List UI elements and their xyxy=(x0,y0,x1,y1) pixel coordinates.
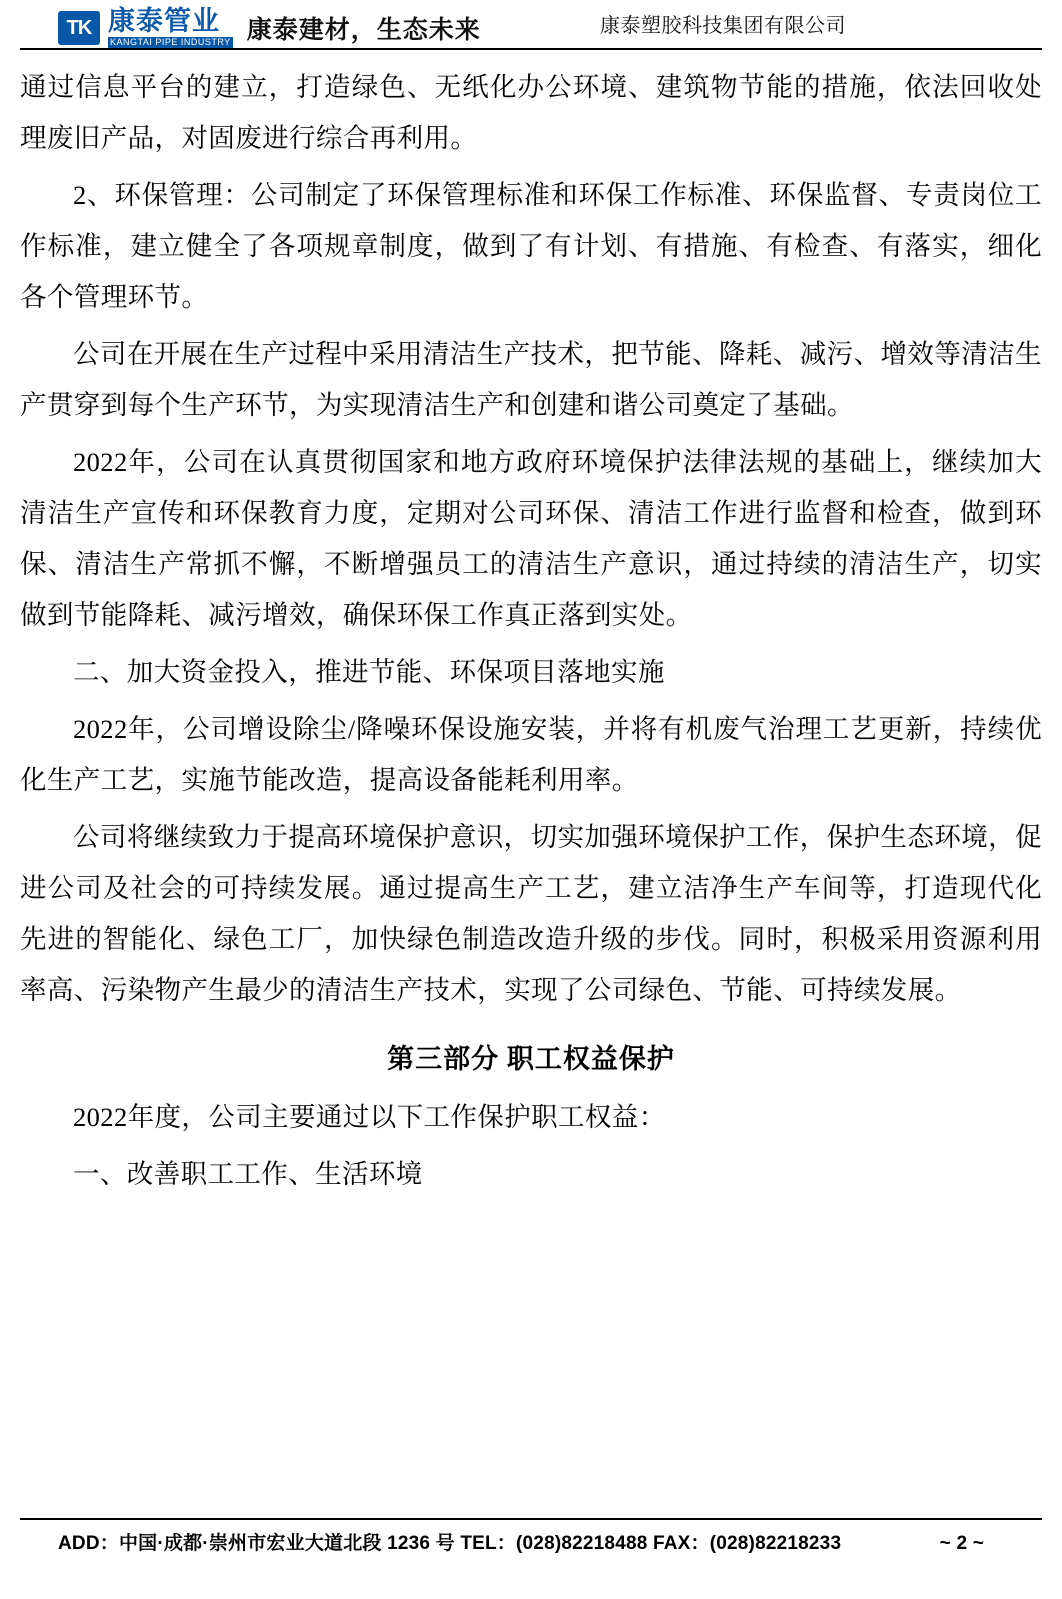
section-title: 第三部分 职工权益保护 xyxy=(387,1044,675,1074)
paragraph: 2022年度，公司主要通过以下工作保护职工权益： xyxy=(73,1102,666,1132)
footer-divider xyxy=(20,1518,1042,1520)
logo-chinese-name: 康泰管业 xyxy=(108,6,220,36)
logo-text xyxy=(108,8,233,48)
page-header xyxy=(58,6,1004,50)
paragraph-heading-level2: 一、改善职工工作、生活环境 xyxy=(73,1159,423,1189)
paragraph: 2、环保管理：公司制定了环保管理标准和环保工作标准、环保监督、专责岗位工作标准，建立健全了各项规章制度，做到了有计划、有措施、有检查、有落实，细化各个管理环节。 xyxy=(20,180,1042,312)
paragraph-heading-level2: 二、加大资金投入，推进节能、环保项目落地实施 xyxy=(73,657,665,687)
page-footer xyxy=(20,1528,1042,1555)
document-body xyxy=(20,62,1042,1206)
logo-mark-icon: TK xyxy=(58,11,100,45)
company-logo xyxy=(58,8,233,48)
page-number: ~ 2 ~ xyxy=(939,1533,984,1554)
logo-english-name: KANGTAI PIPE INDUSTRY xyxy=(110,37,231,47)
footer-contact: ADD：中国·成都·崇州市宏业大道北段 1236 号 TEL：(028)82218488 FAX：(028)82218233 xyxy=(58,1533,842,1554)
paragraph: 公司在开展在生产过程中采用清洁生产技术，把节能、降耗、减污、增效等清洁生产贯穿到每个生产环节，为实现清洁生产和创建和谐公司奠定了基础。 xyxy=(20,339,1042,420)
paragraph: 通过信息平台的建立，打造绿色、无纸化办公环境、建筑物节能的措施，依法回收处理废旧产品，对固废进行综合再利用。 xyxy=(20,72,1042,153)
header-company-name: 康泰塑胶科技集团有限公司 xyxy=(600,15,846,37)
paragraph: 2022年，公司在认真贯彻国家和地方政府环境保护法律法规的基础上，继续加大清洁生产宣传和环保教育力度，定期对公司环保、清洁工作进行监督和检查，做到环保、清洁生产常抓不懈，不断增强员工的清洁生产意识，通过持续的清洁生产，切实做到节能降耗、减污增效，确保环保工作真正落到实处。 xyxy=(20,447,1042,630)
paragraph: 2022年，公司增设除尘/降噪环保设施安装，并将有机废气治理工艺更新，持续优化生产工艺，实施节能改造，提高设备能耗利用率。 xyxy=(20,714,1042,795)
company-slogan: 康泰建材，生态未来 xyxy=(246,16,481,44)
paragraph: 公司将继续致力于提高环境保护意识，切实加强环境保护工作，保护生态环境，促进公司及社会的可持续发展。通过提高生产工艺，建立洁净生产车间等，打造现代化先进的智能化、绿色工厂，加快绿色制造改造升级的步伐。同时，积极采用资源利用率高、污染物产生最少的清洁生产技术，实现了公司绿色、节能、可持续发展。 xyxy=(20,822,1042,1005)
header-divider xyxy=(20,48,1042,50)
